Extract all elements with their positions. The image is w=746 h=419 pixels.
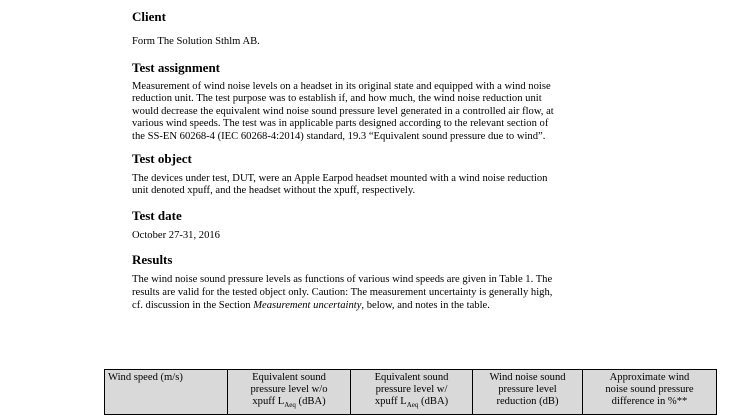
client-heading: Client — [132, 9, 166, 24]
test-object-paragraph — [132, 173, 692, 198]
test-assignment-paragraph — [132, 81, 692, 144]
results-line: The wind noise sound pressure levels as functions of various wind speeds are given in Table 1. The — [132, 274, 553, 286]
report-body — [132, 9, 692, 312]
column-header-text: xpuff L — [252, 396, 285, 407]
results-line: results are valid for the tested object only. Caution: The measurement uncertainty is generally high, — [132, 286, 553, 298]
results-line-prefix: cf. discussion in the Section — [132, 299, 254, 311]
column-header-line: pressure level — [498, 384, 557, 395]
test-assignment-line: various wind speeds. The test was in applicable parts designed according to the relevant section of — [132, 118, 549, 130]
column-header-text: (dBA) — [295, 396, 326, 407]
column-header-line: difference in %** — [611, 396, 688, 407]
test-assignment-line: Measurement of wind noise levels on a headset in its original state and equipped with a wind noise — [132, 80, 551, 92]
column-header-level-without-xpuff — [228, 370, 351, 415]
test-assignment-line: the SS-EN 60268-4 (IEC 60268-4:2014) standard, 19.3 “Equivalent sound pressure due to wind”. — [132, 130, 546, 142]
column-header-line — [231, 396, 347, 408]
results-line-italic: Measurement uncertainty — [253, 299, 362, 311]
table-header-row — [105, 370, 717, 415]
test-assignment-heading: Test assignment — [132, 59, 221, 75]
column-header-line: Equivalent sound — [374, 372, 449, 383]
column-header-line: Approximate wind — [609, 372, 690, 383]
test-date-heading: Test date — [132, 207, 182, 223]
column-header-line: Wind noise sound — [489, 372, 566, 383]
results-line-suffix: , below, and notes in the table. — [361, 299, 490, 311]
column-header-text: (dBA) — [418, 396, 449, 407]
client-text: Form The Solution Sthlm AB. — [132, 36, 260, 47]
column-header-level-with-xpuff — [351, 370, 473, 415]
column-header-wind-speed — [105, 370, 228, 415]
column-header-line — [354, 396, 469, 408]
column-header-reduction — [473, 370, 583, 415]
test-date-text: October 27-31, 2016 — [132, 229, 220, 241]
column-header-line: pressure level w/ — [375, 384, 448, 395]
column-header-text: Wind speed (m/s) — [108, 372, 183, 383]
results-table — [104, 369, 717, 415]
results-table-wrapper — [104, 369, 716, 415]
column-header-subscript: Aeq — [284, 401, 296, 410]
column-header-percent-difference — [583, 370, 717, 415]
column-header-text: xpuff L — [374, 396, 407, 407]
test-object-line: The devices under test, DUT, were an Apple Earpod headset mounted with a wind noise reduction — [132, 172, 548, 184]
test-object-line: unit denoted xpuff, and the headset without the xpuff, respectively. — [132, 185, 416, 197]
results-line — [132, 300, 692, 313]
column-header-line: reduction (dB) — [496, 396, 559, 407]
column-header-line: pressure level w/o — [250, 384, 328, 395]
test-assignment-line: reduction unit. The test purpose was to establish if, and how much, the wind noise reduction unit — [132, 93, 542, 105]
column-header-line: noise sound pressure — [605, 384, 694, 395]
column-header-line: Equivalent sound — [252, 372, 326, 383]
results-heading: Results — [132, 252, 173, 268]
test-object-heading: Test object — [132, 150, 192, 166]
results-paragraph — [132, 274, 692, 312]
column-header-subscript: Aeq — [406, 401, 419, 410]
test-assignment-line: would decrease the equivalent wind noise sound pressure level generated in a controlled air flow, at — [132, 105, 554, 117]
